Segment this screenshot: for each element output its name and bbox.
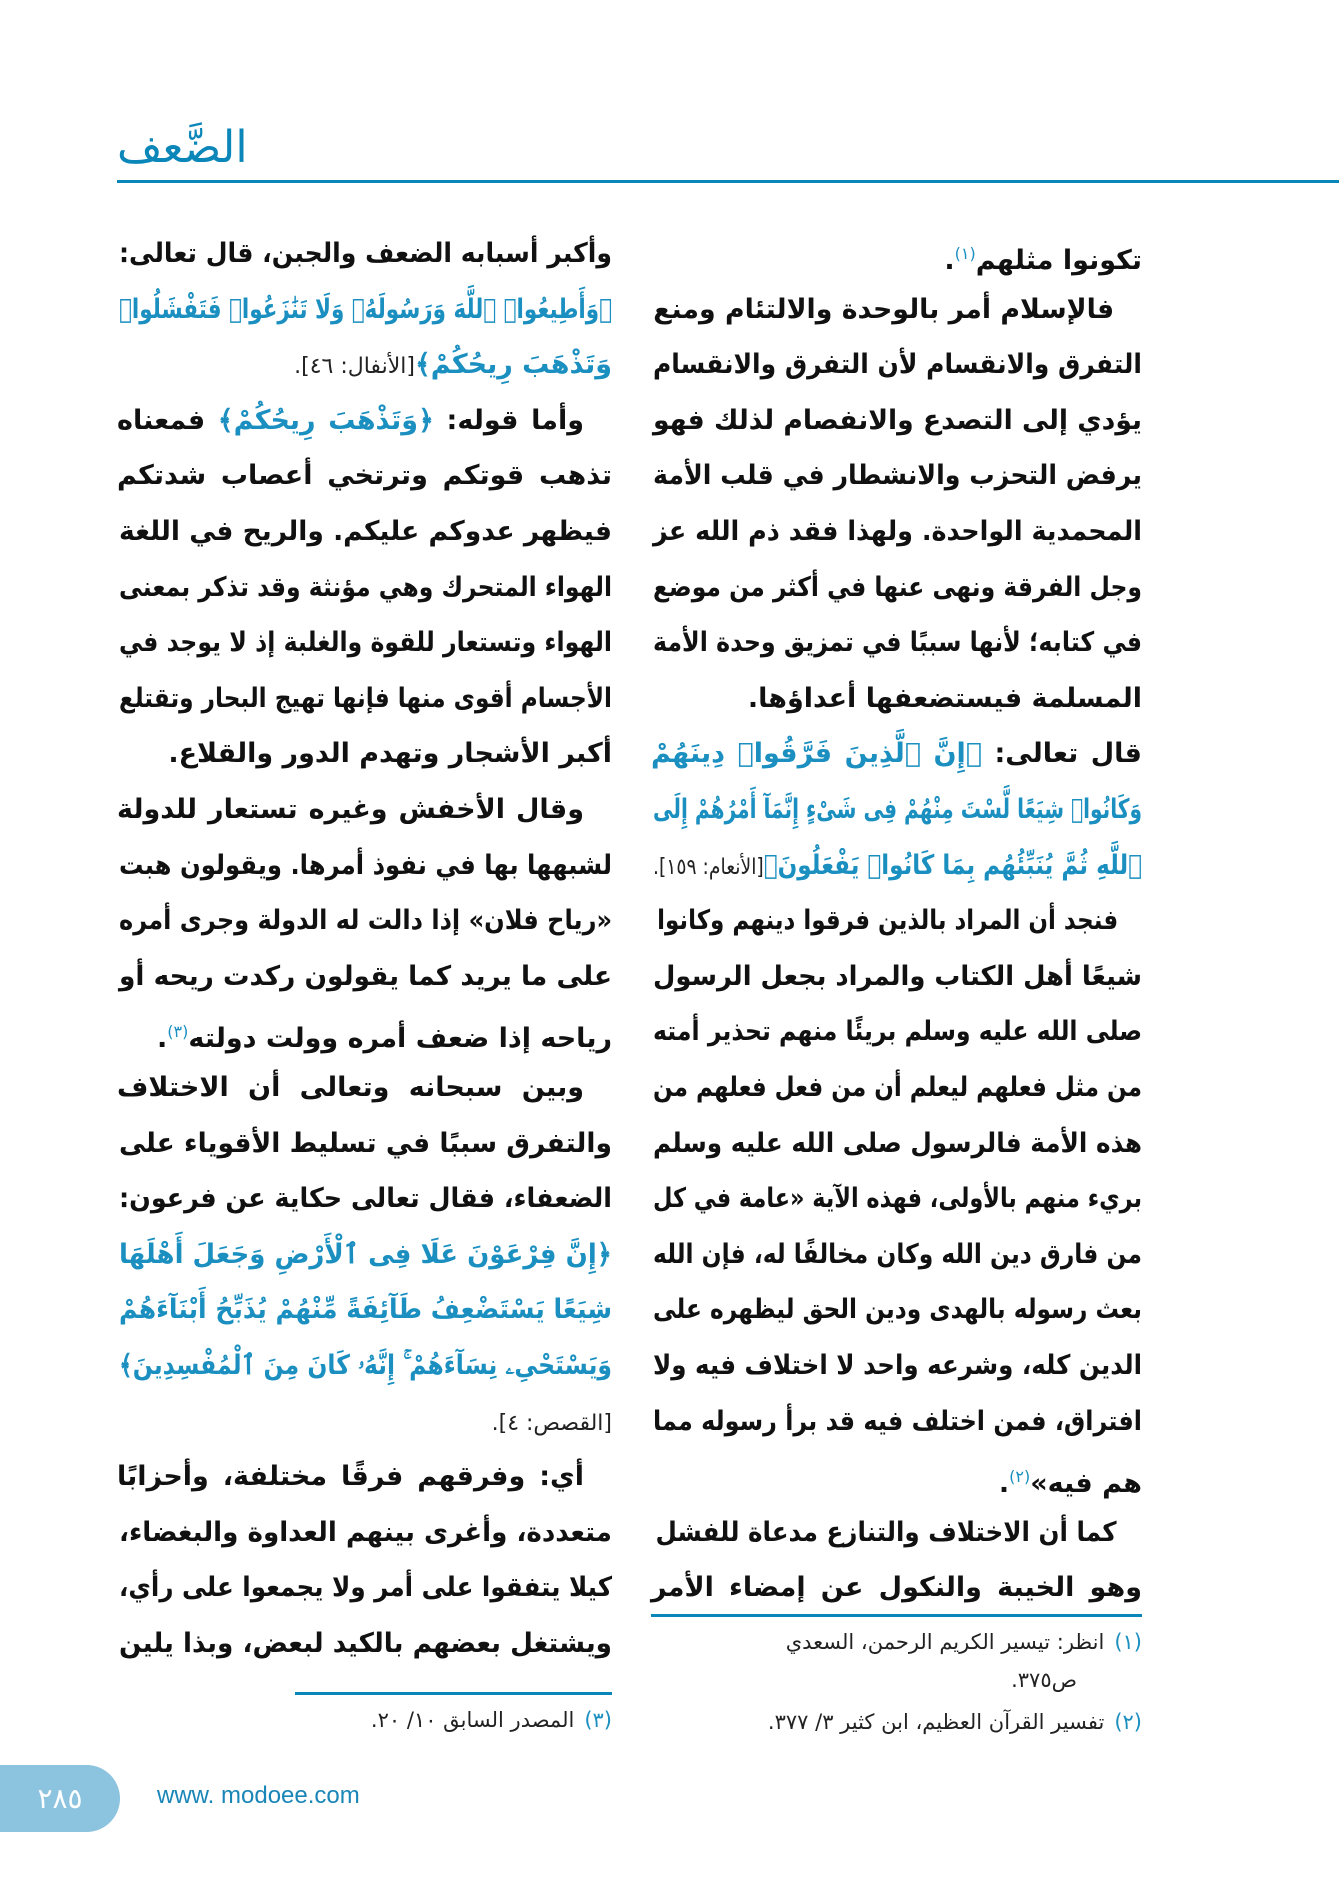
text-line bbox=[117, 1394, 612, 1449]
verse-reference: [القصص: ٤]. bbox=[491, 1410, 612, 1436]
body-text: وجل الفرقة ونهى عنها في أكثر من موضع bbox=[652, 571, 1142, 603]
body-text: بريء منهم بالأولى، فهذه الآية «عامة في كل bbox=[653, 1183, 1142, 1215]
body-text: المسلمة فيستضعفها أعداؤها. bbox=[747, 682, 1142, 714]
text-line bbox=[651, 1449, 1142, 1504]
text-line bbox=[117, 782, 612, 837]
body-text: الأجسام أقوى منها فإنها تهيج البحار وتقتلع bbox=[118, 682, 613, 714]
body-text: الدين كله، وشرعه واحد لا اختلاف فيه ولا bbox=[653, 1350, 1142, 1381]
footnote-number: (٣) bbox=[584, 1708, 612, 1732]
text-line bbox=[119, 282, 613, 337]
footnote-number: (١) bbox=[1114, 1630, 1142, 1654]
text-line bbox=[653, 1227, 1142, 1282]
quran-verse: وَتَذْهَبَ رِيحُكُمْ﴾ bbox=[414, 349, 612, 381]
text-line bbox=[652, 615, 1142, 670]
body-text: فيظهر عدوكم عليكم. والريح في اللغة bbox=[118, 516, 613, 547]
text-line bbox=[117, 726, 612, 781]
body-text: . bbox=[944, 245, 955, 276]
text-line bbox=[117, 1449, 612, 1504]
text-line bbox=[651, 671, 1142, 726]
text-line bbox=[653, 1004, 1142, 1059]
quran-verse: ٱللَّهِ ثُمَّ يُنَبِّئُهُم بِمَا كَانُوا۟ يَفْعَلُونَ﴾ bbox=[763, 849, 1142, 881]
body-text: فالإسلام أمر بالوحدة والالتئام ومنع bbox=[653, 293, 1115, 325]
text-line bbox=[653, 1060, 1142, 1115]
footnote-3 bbox=[371, 1708, 612, 1732]
text-line bbox=[119, 1282, 613, 1337]
body-text: يرفض التحزب والانشطار في قلب الأمة bbox=[652, 460, 1142, 492]
text-line bbox=[117, 337, 612, 392]
body-text: وبين سبحانه وتعالى أن الاختلاف bbox=[117, 1072, 584, 1103]
text-line bbox=[652, 560, 1142, 615]
text-line bbox=[653, 1171, 1142, 1226]
text-line bbox=[652, 838, 1142, 893]
text-line bbox=[652, 1394, 1142, 1449]
body-text: أي: وفرقهم فرقًا مختلفة، وأحزابًا bbox=[117, 1461, 584, 1493]
text-line bbox=[117, 448, 612, 503]
body-text: لشبهها بها في نفوذ أمرها. ويقولون هبت bbox=[119, 849, 612, 881]
footnote-1 bbox=[786, 1630, 1142, 1654]
footnote-2 bbox=[768, 1710, 1142, 1734]
text-line bbox=[118, 226, 612, 281]
chapter-title: الضَّعف bbox=[117, 122, 248, 173]
text-line bbox=[119, 615, 612, 670]
quran-verse: ﴿وَأَطِيعُوا۟ ٱللَّهَ وَرَسُولَهُۥ وَلَا تَنَٰزَعُوا۟ فَتَفْشَلُوا۟ bbox=[119, 293, 613, 325]
text-line bbox=[119, 949, 613, 1004]
text-line bbox=[651, 1560, 1142, 1615]
text-line bbox=[117, 1060, 612, 1115]
footnote-marker: (١) bbox=[954, 244, 976, 263]
body-text: . bbox=[156, 1023, 168, 1055]
body-text: في كتابه؛ لأنها سببًا في تمزيق وحدة الأمة bbox=[652, 627, 1142, 659]
text-line bbox=[652, 1116, 1142, 1171]
text-line bbox=[652, 337, 1142, 392]
body-text: على ما يريد كما يقولون ركدت ريحه أو bbox=[119, 960, 613, 992]
text-line bbox=[119, 1560, 612, 1615]
text-line bbox=[118, 1616, 612, 1671]
text-line bbox=[117, 1004, 612, 1059]
body-text: الضعفاء، فقال تعالى حكاية عن فرعون: bbox=[118, 1183, 613, 1215]
body-text: من مثل فعلهم ليعلم أن من فعل فعلهم من bbox=[653, 1072, 1142, 1103]
footnote-marker: (٢) bbox=[1009, 1467, 1031, 1487]
text-line bbox=[117, 393, 612, 448]
body-text: تكونوا مثلهم bbox=[975, 245, 1142, 276]
text-line bbox=[119, 838, 612, 893]
body-text: افتراق، فمن اختلف فيه قد برأ رسوله مما bbox=[652, 1405, 1142, 1437]
text-line bbox=[118, 1171, 613, 1226]
text-line bbox=[652, 448, 1142, 503]
body-text: متعددة، وأغرى بينهم العداوة والبغضاء، bbox=[119, 1516, 613, 1548]
body-text: الهواء المتحرك وهي مؤنثة وقد تذكر بمعنى bbox=[119, 571, 613, 603]
quran-verse: ﴿وَتَذْهَبَ رِيحُكُمْ﴾ bbox=[217, 404, 434, 436]
text-line bbox=[655, 282, 1142, 337]
body-text: فمعناه bbox=[117, 404, 218, 436]
body-text: وأما قوله: bbox=[433, 404, 584, 436]
body-text: وقال الأخفش وغيره تستعار للدولة bbox=[117, 794, 584, 825]
body-text: التفرق والانقسام لأن التفرق والانقسام bbox=[652, 349, 1142, 381]
body-text: وأكبر أسبابه الضعف والجبن، قال تعالى: bbox=[118, 238, 612, 269]
text-line bbox=[653, 782, 1142, 837]
footnote-1-continued: ص٣٧٥. bbox=[1011, 1668, 1077, 1692]
body-text: . bbox=[998, 1468, 1010, 1500]
quran-verse: ﴿إِنَّ ٱلَّذِينَ فَرَّقُوا۟ دِينَهُمْ bbox=[651, 738, 982, 770]
footnote-marker: (٣) bbox=[167, 1022, 189, 1042]
footnote-text: تفسير القرآن العظيم، ابن كثير ٣/ ٣٧٧. bbox=[767, 1710, 1105, 1734]
footnote-number: (٢) bbox=[1114, 1710, 1142, 1734]
verse-reference: [الأنعام: ١٥٩]. bbox=[652, 854, 764, 880]
text-line bbox=[653, 504, 1142, 559]
body-text: كيلا يتفقوا على أمر ولا يجمعوا على رأي، bbox=[119, 1572, 612, 1604]
text-line bbox=[119, 1505, 613, 1560]
body-text: أكبر الأشجار وتهدم الدور والقلاع. bbox=[168, 738, 612, 770]
text-line bbox=[118, 504, 613, 559]
body-text: هذه الأمة فالرسول صلى الله عليه وسلم bbox=[652, 1127, 1142, 1159]
quran-verse: شِيَعًا يَسْتَضْعِفُ طَآئِفَةً مِّنْهُمْ يُذَبِّحُ أَبْنَآءَهُمْ bbox=[119, 1294, 613, 1326]
text-line bbox=[119, 893, 613, 948]
footnote-text: المصدر السابق ١٠/ ٢٠. bbox=[370, 1708, 575, 1732]
body-text: كما أن الاختلاف والتنازع مدعاة للفشل bbox=[655, 1516, 1117, 1548]
text-line bbox=[118, 671, 613, 726]
footnote-divider-left bbox=[295, 1692, 612, 1695]
text-line bbox=[118, 1227, 612, 1282]
website-url: www. modoee.com bbox=[157, 1782, 360, 1809]
body-text: هم فيه» bbox=[1030, 1468, 1142, 1500]
text-line bbox=[653, 1282, 1142, 1337]
body-text: المحمدية الواحدة. ولهذا فقد ذم الله عز bbox=[653, 516, 1142, 547]
body-text: شيعًا أهل الكتاب والمراد بجعل الرسول bbox=[653, 960, 1142, 992]
body-text: صلى الله عليه وسلم بريئًا منهم تحذير أمته bbox=[653, 1016, 1142, 1048]
text-line bbox=[118, 1338, 613, 1393]
body-text: والتفرق سببًا في تسليط الأقوياء على bbox=[118, 1127, 612, 1159]
text-line bbox=[651, 226, 1142, 281]
body-text: رياحه إذا ضعف أمره وولت دولته bbox=[188, 1023, 612, 1055]
body-text: بعث رسوله بالهدى ودين الحق ليظهره على bbox=[653, 1294, 1142, 1326]
body-text: من فارق دين الله وكان مخالفًا له، فإن الله bbox=[653, 1238, 1142, 1270]
text-line bbox=[653, 393, 1142, 448]
body-text: تذهب قوتكم وترتخي أعصاب شدتكم bbox=[117, 460, 612, 492]
text-line bbox=[655, 1505, 1142, 1560]
verse-reference: [الأنفال: ٤٦]. bbox=[294, 354, 415, 380]
text-line bbox=[119, 560, 613, 615]
footnote-text: انظر: تيسير الكريم الرحمن، السعدي bbox=[785, 1630, 1105, 1654]
text-line bbox=[118, 1116, 612, 1171]
body-text: «رياح فلان» إذا دالت له الدولة وجرى أمره bbox=[119, 905, 613, 937]
footnote-divider-right bbox=[651, 1614, 1142, 1617]
text-line bbox=[651, 726, 1142, 781]
text-line bbox=[653, 949, 1142, 1004]
text-line bbox=[657, 893, 1142, 948]
quran-verse: وَكَانُوا۟ شِيَعًا لَّسْتَ مِنْهُمْ فِى شَىْءٍ إِنَّمَآ أَمْرُهُمْ إِلَى bbox=[653, 794, 1142, 825]
body-text: وهو الخيبة والنكول عن إمضاء الأمر bbox=[651, 1572, 1142, 1604]
body-text: يؤدي إلى التصدع والانفصام لذلك فهو bbox=[653, 404, 1142, 436]
page-number-tab bbox=[0, 1765, 120, 1832]
text-line bbox=[653, 1338, 1142, 1393]
quran-verse: وَيَسْتَحْىِۦ نِسَآءَهُمْ ۚ إِنَّهُۥ كَانَ مِنَ ٱلْمُفْسِدِينَ﴾ bbox=[118, 1350, 613, 1381]
title-divider bbox=[117, 180, 1339, 183]
body-text: قال تعالى: bbox=[981, 738, 1142, 770]
body-text: الهواء وتستعار للقوة والغلبة إذ لا يوجد في bbox=[119, 627, 612, 659]
page-number: ٢٨٥ bbox=[37, 1782, 83, 1815]
quran-verse: ﴿إِنَّ فِرْعَوْنَ عَلَا فِى ٱلْأَرْضِ وَجَعَلَ أَهْلَهَا bbox=[118, 1238, 612, 1270]
body-text: فنجد أن المراد بالذين فرقوا دينهم وكانوا bbox=[657, 905, 1119, 937]
body-text: ويشتغل بعضهم بالكيد لبعض، وبذا يلين bbox=[118, 1628, 612, 1659]
